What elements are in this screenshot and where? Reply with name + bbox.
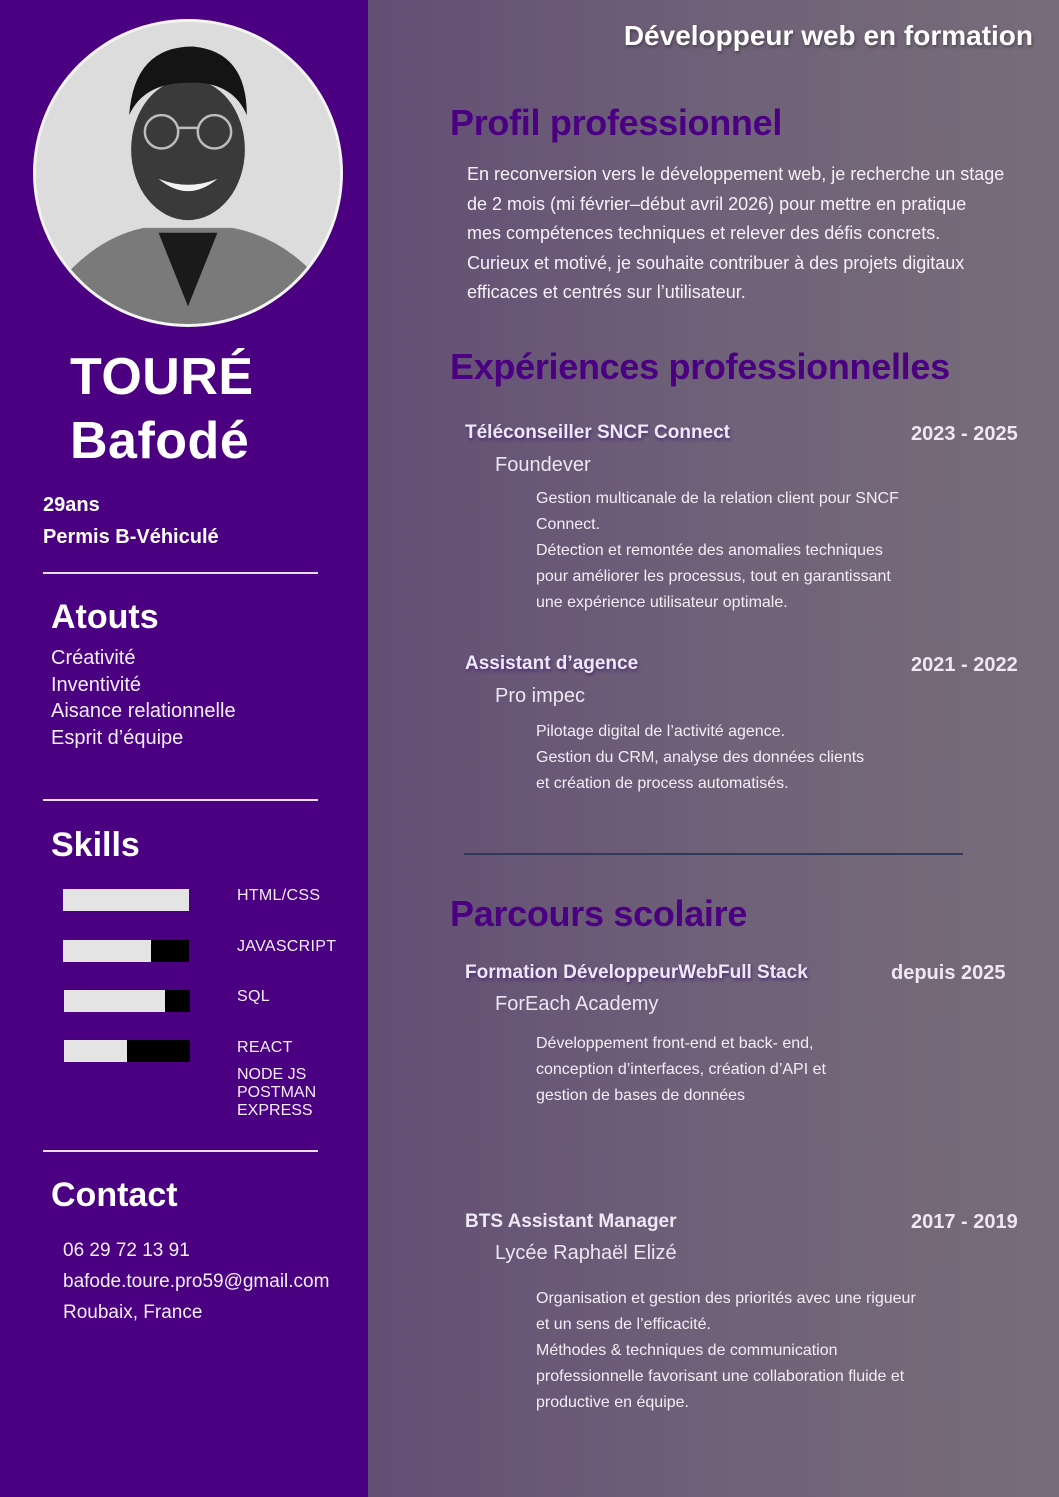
experience-dates: 2021 - 2022 — [911, 654, 1018, 676]
asset-item: Esprit d’équipe — [51, 727, 184, 749]
skill-bar-sql — [64, 990, 190, 1012]
skill-level-fill — [64, 990, 165, 1012]
skill-label: SQL — [237, 988, 270, 1005]
description-line: productive en équipe. — [536, 1394, 689, 1411]
education-degree: BTS Assistant Manager — [465, 1211, 677, 1232]
profile-line: mes compétences techniques et relever des défis concrets. — [467, 223, 941, 243]
asset-item: Inventivité — [51, 674, 142, 696]
asset-item: Aisance relationnelle — [51, 700, 236, 722]
contact-heading: Contact — [51, 1176, 178, 1214]
skill-bar-html-css — [63, 889, 189, 911]
skills-heading: Skills — [51, 826, 140, 864]
education-heading: Parcours scolaire — [450, 893, 748, 934]
extra-skill: POSTMAN — [237, 1084, 317, 1101]
assets-heading: Atouts — [51, 598, 159, 636]
profile-line: En reconversion vers le développement web, je recherche un stage — [467, 164, 1005, 184]
skill-level-fill — [63, 889, 189, 911]
education-school: ForEach Academy — [495, 993, 659, 1015]
experience-description — [536, 486, 899, 616]
divider — [43, 799, 318, 801]
education-degree: Formation DéveloppeurWebFull Stack — [465, 962, 808, 983]
profile-summary — [467, 160, 1057, 308]
extra-skill: NODE JS — [237, 1066, 307, 1083]
description-line: Gestion multicanale de la relation client pour SNCF — [536, 490, 899, 507]
description-line: et un sens de l’efficacité. — [536, 1316, 711, 1333]
last-name: TOURÉ — [70, 348, 254, 406]
age: 29ans — [43, 494, 100, 516]
description-line: Connect. — [536, 516, 601, 533]
experience-company: Pro impec — [495, 685, 586, 707]
experience-description — [536, 719, 864, 797]
description-line: gestion de bases de données — [536, 1087, 746, 1104]
education-description — [536, 1031, 826, 1109]
contact-email[interactable]: bafode.toure.pro59@gmail.com — [63, 1271, 330, 1292]
skill-bar-react — [64, 1040, 190, 1062]
experience-role: Assistant d’agence — [465, 653, 639, 674]
skill-level-fill — [63, 940, 151, 962]
person-portrait-icon — [36, 22, 340, 324]
main-content — [368, 0, 1059, 1497]
asset-item: Créativité — [51, 647, 136, 669]
driving-license: Permis B-Véhiculé — [43, 526, 219, 548]
divider — [43, 1150, 318, 1152]
description-line: pour améliorer les processus, tout en garantissant — [536, 568, 891, 585]
description-line: Organisation et gestion des priorités avec une rigueur — [536, 1290, 916, 1307]
contact-phone[interactable]: 06 29 72 13 91 — [63, 1240, 190, 1261]
experience-role: Téléconseiller SNCF Connect — [465, 422, 731, 443]
education-dates: 2017 - 2019 — [911, 1211, 1018, 1233]
profile-heading: Profil professionnel — [450, 102, 783, 143]
experience-heading: Expériences professionnelles — [450, 346, 950, 387]
education-school: Lycée Raphaël Elizé — [495, 1242, 677, 1264]
experience-dates: 2023 - 2025 — [911, 423, 1018, 445]
profile-line: efficaces et centrés sur l’utilisateur. — [467, 282, 746, 302]
profile-photo — [33, 19, 343, 327]
description-line: Pilotage digital de l’activité agence. — [536, 723, 786, 740]
description-line: une expérience utilisateur optimale. — [536, 594, 788, 611]
extra-skill: EXPRESS — [237, 1102, 313, 1119]
description-line: Développement front-end et back- end, — [536, 1035, 814, 1052]
divider — [43, 572, 318, 574]
skill-level-fill — [64, 1040, 127, 1062]
skill-label: HTML/CSS — [237, 887, 321, 904]
skill-label: JAVASCRIPT — [237, 938, 337, 955]
first-name: Bafodé — [70, 412, 250, 470]
job-title: Développeur web en formation — [623, 20, 1033, 51]
sidebar — [0, 0, 368, 1497]
education-description — [536, 1286, 916, 1416]
description-line: Détection et remontée des anomalies techniques — [536, 542, 883, 559]
description-line: professionnelle favorisant une collaboration fluide et — [536, 1368, 905, 1385]
contact-location: Roubaix, France — [63, 1302, 203, 1323]
description-line: Gestion du CRM, analyse des données clients — [536, 749, 865, 766]
skill-bar-javascript — [63, 940, 189, 962]
section-divider — [464, 853, 963, 855]
profile-line: de 2 mois (mi février–début avril 2026) pour mettre en pratique — [467, 193, 967, 214]
education-dates: depuis 2025 — [891, 962, 1006, 984]
description-line: et création de process automatisés. — [536, 775, 789, 792]
skill-label: REACT — [237, 1039, 293, 1056]
description-line: Méthodes & techniques de communication — [536, 1342, 838, 1359]
description-line: conception d’interfaces, création d’API et — [536, 1061, 826, 1078]
profile-line: Curieux et motivé, je souhaite contribuer à des projets digitaux — [467, 252, 965, 273]
experience-company: Foundever — [495, 454, 591, 476]
